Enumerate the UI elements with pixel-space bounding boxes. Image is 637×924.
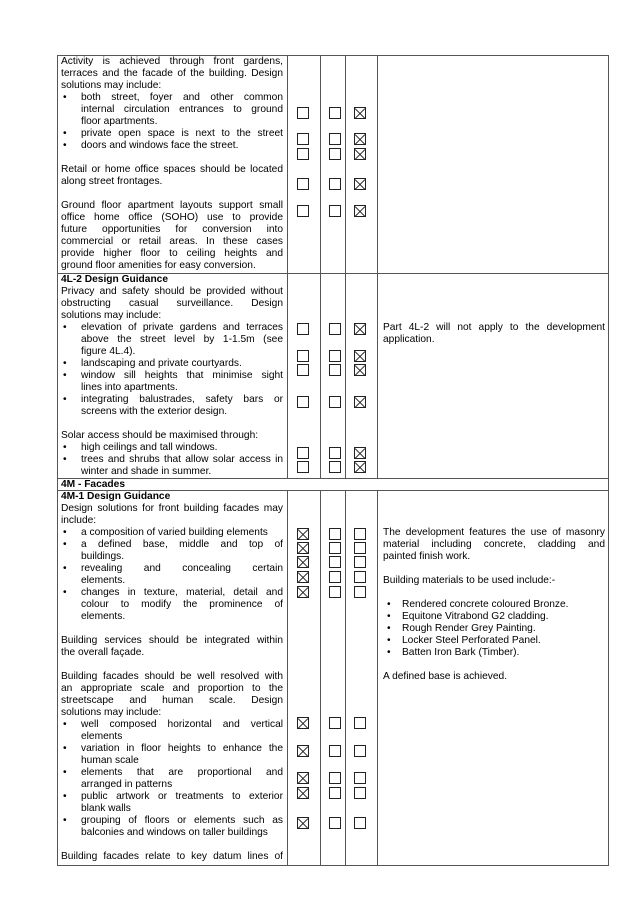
guidance-text: the overall façade. [61, 647, 145, 658]
guidance-text: along street frontages. [61, 176, 163, 187]
guidance-text: Building facades relate to key datum lines of [61, 851, 283, 862]
guidance-text: include: [61, 515, 97, 526]
guidance-text: balconies and windows on taller buildings [81, 827, 268, 838]
guidance-text: buildings. [81, 551, 125, 562]
checkbox-checked[interactable] [297, 787, 309, 799]
checkbox-unchecked[interactable] [297, 396, 309, 408]
checkbox-checked[interactable] [297, 542, 309, 554]
table-rule [287, 55, 288, 478]
checkbox-unchecked[interactable] [329, 586, 341, 598]
checkbox-checked[interactable] [354, 323, 366, 335]
guidance-text: human scale [81, 755, 139, 766]
guidance-text: figure 4L.4). [81, 346, 136, 357]
checkbox-checked[interactable] [297, 571, 309, 583]
checkbox-unchecked[interactable] [354, 556, 366, 568]
guidance-text: colour to modify the prominence of [81, 599, 283, 610]
checkbox-checked[interactable] [297, 817, 309, 829]
guidance-text: floor apartments. [81, 116, 158, 127]
checkbox-unchecked[interactable] [297, 148, 309, 160]
checkbox-unchecked[interactable] [354, 586, 366, 598]
guidance-text: a defined base, middle and top of [81, 539, 283, 550]
guidance-text: commercial or retail areas. In these cases [61, 236, 283, 247]
bullet-glyph: • [63, 442, 67, 453]
bullet-glyph: • [63, 719, 67, 730]
guidance-text: blank walls [81, 803, 131, 814]
comment-text: application. [383, 334, 435, 345]
guidance-text: both street, foyer and other common [81, 92, 283, 103]
checkbox-unchecked[interactable] [329, 364, 341, 376]
guidance-text: office home office (SOHO) use to provide [61, 212, 283, 223]
table-rule [345, 490, 346, 866]
checkbox-unchecked[interactable] [329, 133, 341, 145]
guidance-text: obstructing casual surveillance. Design [61, 298, 283, 309]
guidance-text: landscaping and private courtyards. [81, 358, 242, 369]
bullet-glyph: • [63, 815, 67, 826]
checkbox-unchecked[interactable] [329, 745, 341, 757]
checkbox-checked[interactable] [297, 772, 309, 784]
section-heading: 4M-1 Design Guidance [61, 491, 171, 502]
table-rule [57, 478, 609, 479]
bullet-glyph: • [63, 394, 67, 405]
comment-text: Equitone Vitrabond G2 cladding. [402, 611, 549, 622]
checkbox-unchecked[interactable] [329, 148, 341, 160]
guidance-text: Retail or home office spaces should be located [61, 164, 283, 175]
checkbox-unchecked[interactable] [354, 571, 366, 583]
guidance-text: internal circulation entrances to ground [81, 104, 283, 115]
guidance-text: a composition of varied building elements [81, 527, 268, 538]
checkbox-unchecked[interactable] [297, 350, 309, 362]
guidance-text: well composed horizontal and vertical [81, 719, 283, 730]
bullet-glyph: • [63, 358, 67, 369]
bullet-glyph: • [63, 539, 67, 550]
checkbox-checked[interactable] [354, 133, 366, 145]
guidance-text: high ceilings and tall windows. [81, 442, 218, 453]
checkbox-unchecked[interactable] [297, 107, 309, 119]
guidance-text: variation in floor heights to enhance the [81, 743, 283, 754]
guidance-text: elevation of private gardens and terraces [81, 322, 283, 333]
bullet-glyph: • [63, 527, 67, 538]
guidance-text: revealing and concealing certain [81, 563, 283, 574]
bullet-glyph: • [63, 563, 67, 574]
checkbox-unchecked[interactable] [354, 542, 366, 554]
guidance-text: Privacy and safety should be provided without [61, 286, 283, 297]
bullet-glyph: • [63, 791, 67, 802]
checkbox-unchecked[interactable] [297, 447, 309, 459]
checkbox-checked[interactable] [354, 461, 366, 473]
checkbox-unchecked[interactable] [297, 323, 309, 335]
comment-text: Rendered concrete coloured Bronze. [402, 599, 569, 610]
checkbox-checked[interactable] [354, 396, 366, 408]
checkbox-unchecked[interactable] [329, 787, 341, 799]
guidance-text: winter and shade in summer. [81, 466, 212, 477]
checkbox-checked[interactable] [354, 107, 366, 119]
checkbox-unchecked[interactable] [329, 107, 341, 119]
checkbox-checked[interactable] [297, 528, 309, 540]
checkbox-checked[interactable] [354, 364, 366, 376]
guidance-text: solutions may include: [61, 80, 162, 91]
guidance-text: arranged in patterns [81, 779, 173, 790]
guidance-text: streetscape and human scale. Design [61, 695, 283, 706]
guidance-text: Building services should be integrated within [61, 635, 283, 646]
table-rule [320, 490, 321, 866]
guidance-text: elements that are proportional and [81, 767, 283, 778]
checkbox-unchecked[interactable] [329, 528, 341, 540]
guidance-text: trees and shrubs that allow solar access in [81, 454, 283, 465]
checkbox-unchecked[interactable] [329, 571, 341, 583]
checkbox-unchecked[interactable] [329, 205, 341, 217]
checkbox-unchecked[interactable] [297, 461, 309, 473]
checkbox-checked[interactable] [354, 178, 366, 190]
guidance-text: elements [81, 731, 123, 742]
guidance-text: Ground floor apartment layouts support small [61, 200, 283, 211]
guidance-text: changes in texture, material, detail and [81, 587, 283, 598]
checkbox-unchecked[interactable] [329, 178, 341, 190]
checkbox-unchecked[interactable] [354, 817, 366, 829]
guidance-text: elements. [81, 575, 126, 586]
bullet-glyph: • [63, 128, 67, 139]
checkbox-unchecked[interactable] [329, 323, 341, 335]
guidance-text: public artwork or treatments to exterior [81, 791, 283, 802]
comment-text: The development features the use of masonry [383, 527, 605, 538]
table-rule [377, 55, 378, 478]
guidance-text: lines into apartments. [81, 382, 178, 393]
checkbox-unchecked[interactable] [297, 178, 309, 190]
checkbox-unchecked[interactable] [354, 787, 366, 799]
guidance-text: solutions may include: [61, 707, 162, 718]
comment-text: Rough Render Grey Painting. [402, 623, 536, 634]
guidance-text: window sill heights that minimise sight [81, 370, 283, 381]
guidance-text: grouping of floors or elements such as [81, 815, 283, 826]
checkbox-unchecked[interactable] [329, 817, 341, 829]
section-title: 4M - Facades [61, 479, 125, 490]
checkbox-unchecked[interactable] [329, 447, 341, 459]
checkbox-unchecked[interactable] [354, 717, 366, 729]
table-rule [377, 490, 378, 866]
checkbox-checked[interactable] [354, 205, 366, 217]
guidance-text: elements. [81, 611, 126, 622]
bullet-glyph: • [63, 322, 67, 333]
bullet-glyph: • [63, 767, 67, 778]
checkbox-unchecked[interactable] [329, 772, 341, 784]
comment-text: Part 4L-2 will not apply to the development [383, 322, 605, 333]
checkbox-unchecked[interactable] [329, 350, 341, 362]
comment-text: Building materials to be used include:- [383, 575, 556, 586]
comment-text: A defined base is achieved. [383, 671, 508, 682]
guidance-text: future opportunities for conversion into [61, 224, 283, 235]
checkbox-checked[interactable] [297, 556, 309, 568]
guidance-text: solutions may include: [61, 310, 162, 321]
guidance-text: screens with the exterior design. [81, 406, 228, 417]
checkbox-checked[interactable] [354, 148, 366, 160]
checkbox-unchecked[interactable] [329, 461, 341, 473]
comment-text: material including concrete, cladding and [383, 539, 605, 550]
bullet-glyph: • [63, 370, 67, 381]
bullet-glyph: • [387, 611, 391, 622]
guidance-text: doors and windows face the street. [81, 140, 239, 151]
guidance-text: Activity is achieved through front gardens, [61, 56, 283, 67]
bullet-glyph: • [387, 599, 391, 610]
bullet-glyph: • [63, 454, 67, 465]
checkbox-unchecked[interactable] [297, 205, 309, 217]
checkbox-unchecked[interactable] [329, 717, 341, 729]
guidance-text: integrating balustrades, safety bars or [81, 394, 283, 405]
checkbox-unchecked[interactable] [297, 133, 309, 145]
checkbox-checked[interactable] [297, 745, 309, 757]
checkbox-unchecked[interactable] [354, 772, 366, 784]
bullet-glyph: • [387, 623, 391, 634]
guidance-text: terraces and the facade of the building. Design [61, 68, 283, 79]
checkbox-checked[interactable] [354, 447, 366, 459]
checkbox-unchecked[interactable] [329, 396, 341, 408]
table-rule [320, 55, 321, 478]
guidance-text: Building facades should be well resolved with [61, 671, 283, 682]
checkbox-unchecked[interactable] [354, 745, 366, 757]
guidance-text: private open space is next to the street [81, 128, 283, 139]
guidance-text: Design solutions for front building facades may [61, 503, 283, 514]
checkbox-unchecked[interactable] [297, 364, 309, 376]
checkbox-checked[interactable] [354, 350, 366, 362]
comment-text: Batten Iron Bark (Timber). [402, 647, 520, 658]
checkbox-checked[interactable] [297, 717, 309, 729]
bullet-glyph: • [63, 587, 67, 598]
table-rule [57, 55, 58, 866]
bullet-glyph: • [387, 647, 391, 658]
checkbox-unchecked[interactable] [329, 556, 341, 568]
bullet-glyph: • [63, 140, 67, 151]
checkbox-unchecked[interactable] [329, 542, 341, 554]
table-rule [608, 55, 609, 866]
guidance-text: Solar access should be maximised through: [61, 430, 259, 441]
bullet-glyph: • [63, 92, 67, 103]
comment-text: Locker Steel Perforated Panel. [402, 635, 541, 646]
table-rule [287, 490, 288, 866]
checkbox-unchecked[interactable] [354, 528, 366, 540]
bullet-glyph: • [63, 743, 67, 754]
guidance-text: ground floor amenities for easy conversion. [61, 260, 256, 271]
table-rule [57, 865, 609, 866]
compliance-table [57, 55, 609, 866]
guidance-text: an appropriate scale and proportion to the [61, 683, 283, 694]
checkbox-checked[interactable] [297, 586, 309, 598]
section-heading: 4L-2 Design Guidance [61, 274, 168, 285]
guidance-text: provide higher floor to ceiling heights and [61, 248, 283, 259]
comment-text: painted finish work. [383, 551, 471, 562]
bullet-glyph: • [387, 635, 391, 646]
table-rule [345, 55, 346, 478]
guidance-text: above the street level by 1-1.5m (see [81, 334, 283, 345]
